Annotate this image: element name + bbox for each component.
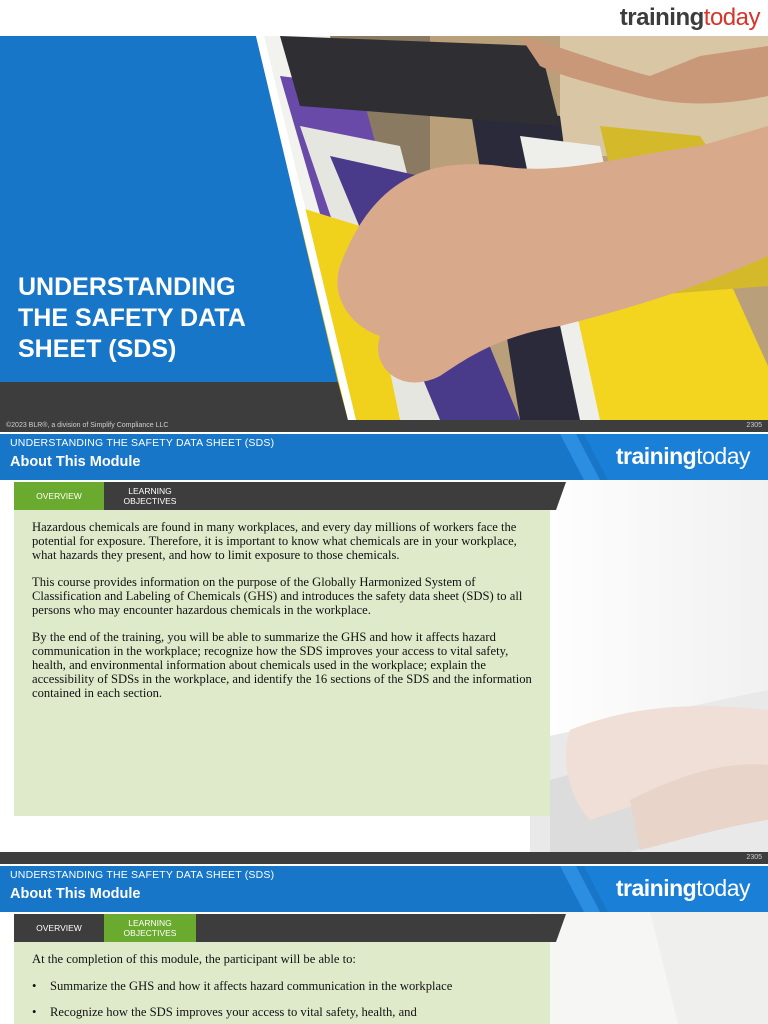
- overview-paragraph: Hazardous chemicals are found in many workplaces, and every day millions of workers face the potential for exposure. Therefore, it is important to know what chemicals are in your workplace, what hazards they present, and how to limit exposure to those chemicals.: [32, 520, 517, 562]
- bullet-icon: •: [32, 1005, 37, 1019]
- objectives-intro: At the completion of this module, the participant will be able to:: [32, 952, 356, 966]
- overview-content: [14, 510, 550, 816]
- overview-paragraph: This course provides information on the purpose of the Globally Harmonized System of Classification and Labeling of Chemicals (GHS) and introduces the safety data sheet (SDS) to all persons who may encounter hazardous chemicals in the workplace.: [32, 575, 523, 617]
- logo-training-text: training: [619, 4, 704, 31]
- bullet-icon: •: [32, 979, 37, 993]
- tab-overview[interactable]: OVERVIEW: [14, 482, 104, 510]
- overview-paragraph: By the end of the training, you will be able to summarize the GHS and how it affects hazard communication in the workplace; recognize how the SDS improves your access to vital safety, health, and environmental information about chemicals used in the workplace; explain the accessibility of SDSs in the workplace, and identify the 16 sections of the SDS and the information contained in each section.: [32, 630, 532, 700]
- header-logo-training-text: training: [615, 443, 697, 469]
- header-course-name: UNDERSTANDING THE SAFETY DATA SHEET (SDS): [10, 437, 275, 449]
- overview-slide: [0, 434, 768, 864]
- header-module-title: About This Module: [10, 886, 141, 902]
- slide-header: [0, 434, 768, 480]
- trainingtoday-logo: [620, 4, 760, 32]
- course-title: UNDERSTANDING THE SAFETY DATA SHEET (SDS): [18, 273, 245, 363]
- slide-header: [0, 866, 768, 912]
- objective-text: Recognize how the SDS improves your access to vital safety, health, and: [50, 1005, 417, 1019]
- keyboard-photo: [530, 480, 768, 864]
- objectives-content: [14, 942, 550, 1024]
- course-code: 2305: [746, 422, 762, 429]
- header-course-name: UNDERSTANDING THE SAFETY DATA SHEET (SDS): [10, 869, 275, 881]
- objectives-slide: [0, 866, 768, 1024]
- header-logo-today-text: today: [696, 875, 750, 901]
- objective-item: [32, 979, 532, 993]
- header-logo-training-text: training: [615, 875, 697, 901]
- header-trainingtoday-logo: [616, 443, 750, 470]
- tab-learning-objectives[interactable]: LEARNING OBJECTIVES: [104, 482, 196, 510]
- tabbar-edge: [556, 482, 566, 510]
- header-trainingtoday-logo: [616, 875, 750, 902]
- tabbar-edge: [556, 914, 566, 942]
- header-module-title: About This Module: [10, 454, 141, 470]
- title-slide-footer: [0, 420, 768, 432]
- title-slide: [0, 0, 768, 432]
- module-tabs: [14, 482, 556, 510]
- objectives-list: [32, 979, 532, 1019]
- module-tabs: [14, 914, 556, 942]
- course-code: 2305: [746, 854, 762, 861]
- objective-text: Summarize the GHS and how it affects hazard communication in the workplace: [50, 979, 453, 993]
- copyright-text: ©2023 BLR®, a division of Simplify Compliance LLC: [6, 422, 169, 429]
- logo-today-text: today: [703, 4, 760, 31]
- tab-overview[interactable]: OVERVIEW: [14, 914, 104, 942]
- tab-learning-objectives[interactable]: LEARNING OBJECTIVES: [104, 914, 196, 942]
- objective-item: [32, 1005, 532, 1019]
- overview-slide-footer: [0, 852, 768, 864]
- header-logo-today-text: today: [696, 443, 750, 469]
